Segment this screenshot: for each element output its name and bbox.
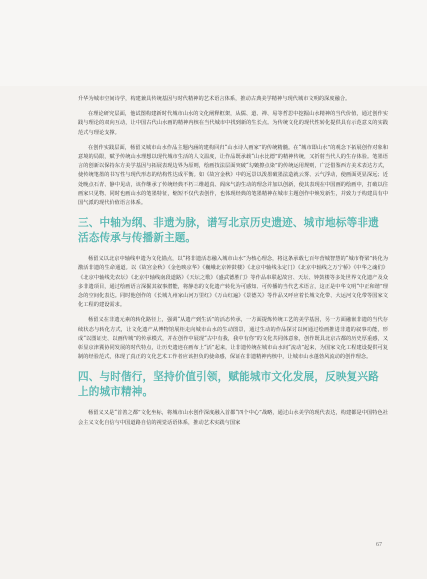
paragraph-intro-3: 在创作实践层面，杨留义城市山水作品主题内涵的建构回归“山水诗人画家”的传统精髓。在“城市即山水”的观念下拓展创作对象和意境的局限，赋予传统山水理想以现代城市生活的人文温度，让作品既承载“山水比德”的精神传统，又折射当代人的生存体验。笔墨语言的创新以保持东方美学基因与拓展表现边界为原则，绘画技法层面突破“勾皴擦点染”的传统运用规则，广泛借鉴西方美术表达方式，使传统笔墨的书写性与现代形态的结构性达成平衡。如《故宫金秋》中的远景以泼墨破墨法造就云雾、云气浮动，使画面更显深远；近处晚点石青、静中见动，该作继承了传统经典不朽三维超真、阁床气韵生动的理念并加以创新，使其表现在中国画的绘画中，打破以往画家只见物、同时也画山水的笔墨特征，缩短不仅代表创作，也体现经典的笔墨精神在城市主题创作中焕发新生，并致力于构建具有中国气派的现代价值语言体系。 bbox=[78, 144, 388, 207]
section-heading-four: 四、与时偕行，坚持价值引领，赋能城市文化发展，反映复兴路上的城市精神。 bbox=[78, 371, 379, 398]
paragraph-final: 杨留义又是“首善之都”文化坐标，将城市山水创作深度融入首都“四个中心”战略，通过山水美学的现代表达，构建都是中国特色社会主义文化自信与中国道路自信的视觉话语体系，推动艺术实践与国家 bbox=[78, 410, 388, 426]
paragraph-intro-2: 在理论研究层面，他试图构建新时代城市山水的文化阐释框架，从儒、道、禅、易等哲思中挖掘山水精神的当代价值，通过创作实践与理论的双向互动，让中国古代山水画的精神内核在当代城市中找到新的生长点。为传统文化的现代性转化提供具有示范意义的实践范式与理论支撑。 bbox=[78, 111, 388, 136]
paragraph-intro-1: 升华为城市空间诗学，构建兼具传统基因与时代精神的艺术语言体系，推动古典美学精神与现代城市文明的深度融合。 bbox=[78, 96, 351, 102]
page-number: 67 bbox=[376, 542, 382, 548]
section-heading-three: 三、中轴为纲、非遗为脉，谱写北京历史遗迹、城市地标等非遗活态传承与传播新主题。 bbox=[78, 217, 379, 244]
paragraph-middle-1: 杨留义以北京中轴线申遗为文化锚点，以“将非遗活态融入城市山水”为核心理念，将这条承载七百年营城智慧的“城市脊梁”转化为激活非遗的生命通道。以《故宫金秋》《金色映京华》《巍峨北京钟鼓楼》《北京中轴线永定门》《北京中轴线之万宁桥》《中华之魂们》《北京中轴线先农坛》《北京中轴线南段道路》《天坛之歌》《盛武德胜门》等作品串联起故宫、天坛、钟鼓楼等多处世界文化遗产及众多非遗项目，通过绘画语言深掘其叙事潜能，将静态的文化遗产转化为可感知、可传播的当代艺术语言，这正是中华文明“中正和谐”理念的空间化表达。同时他创作的《长城九州家山河万里红》《万山红遍》《景德关》等作品又呼应着长城文化带、大运河文化带等国家文化工程的建设需求。 bbox=[78, 256, 388, 309]
article-body bbox=[78, 95, 388, 434]
paragraph-middle-2: 杨留义在非遗元素的转化路径上，强调“从遗产到生活”的活态传承，一方面提炼传统工艺的美学基因，另一方面融嵌非遗的当代存续状态与转化方式，让文化遗产从博物馆展柜走向城市山水的生动图景，通过生动的作品探讨以何通过绘画推进非遗的叙事功能，形成“以图证史、以画传城”的传承模式，并在创作中展现“古中有我，我中有你”的文化共同体意象，创作既具北京古都的历史厚重感，又彰显京津冀协同发展的时代特点，让历史遗迹在画布上“活”起来，让非遗传统在城市山水间“流动”起来，为国家文化工程建设提供可复制的经验范式，体现了真正的文化艺术工作者应该担负的使命感，保证在非遗精神内核中，让城市山水蓬勃风流动的创作理念。 bbox=[78, 317, 388, 361]
top-margin bbox=[0, 0, 427, 86]
